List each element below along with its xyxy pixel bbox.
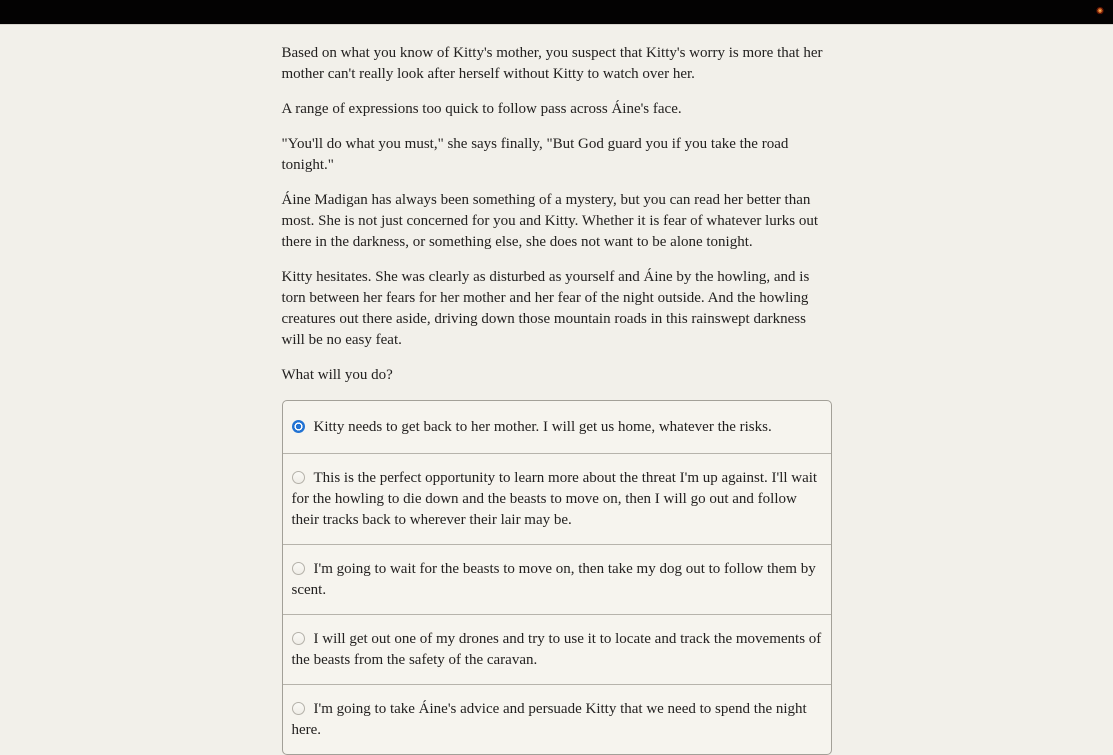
choice-option-label: I'm going to take Áine's advice and persuade Kitty that we need to spend the night here. [291,701,807,738]
radio-button-icon[interactable] [292,562,305,575]
story-page [282,25,832,755]
choice-option-2[interactable] [283,453,831,544]
choice-option-label: I'm going to wait for the beasts to move on, then take my dog out to follow them by scent. [291,561,816,598]
radio-button-icon[interactable] [292,420,305,433]
story-question: What will you do? [281,367,393,383]
radio-button-icon[interactable] [292,702,305,715]
choice-option-label: I will get out one of my drones and try to use it to locate and track the movements of the beasts from the safety of the caravan. [291,631,822,668]
story-paragraph: Áine Madigan has always been something of a mystery, but you can read her better than most. She is not just concerned for you and Kitty. Whether it is fear of whatever lurks out there in the darkness, or something else, she does not want to be alone tonight. [281,192,819,250]
choice-option-3[interactable] [283,544,831,614]
choice-option-5[interactable] [283,684,831,754]
radio-button-icon[interactable] [292,632,305,645]
story-paragraph: "You'll do what you must," she says finally, "But God guard you if you take the road tonight." [281,136,789,173]
story-paragraph: Kitty hesitates. She was clearly as disturbed as yourself and Áine by the howling, and is torn between her fears for her mother and her fear of the night outside. And the howling creatures out there aside, driving down those mountain roads in this rainswept darkness will be no easy feat. [281,269,810,348]
top-bar [0,0,1113,25]
choice-option-label: Kitty needs to get back to her mother. I will get us home, whatever the risks. [313,419,772,435]
choice-option-1[interactable] [283,401,831,453]
story-paragraph: Based on what you know of Kitty's mother, you suspect that Kitty's worry is more that her mother can't really look after herself without Kitty to watch over her. [281,45,823,82]
choice-option-4[interactable] [283,614,831,684]
radio-button-icon[interactable] [292,471,305,484]
choice-option-label: This is the perfect opportunity to learn more about the threat I'm up against. I'll wait for the howling to die down and the beasts to move on, then I will go out and follow their tracks back to wherever their lair may be. [291,470,818,528]
choice-list [282,400,832,755]
notification-dot-icon [1096,7,1104,15]
story-paragraph: A range of expressions too quick to follow pass across Áine's face. [281,101,682,117]
